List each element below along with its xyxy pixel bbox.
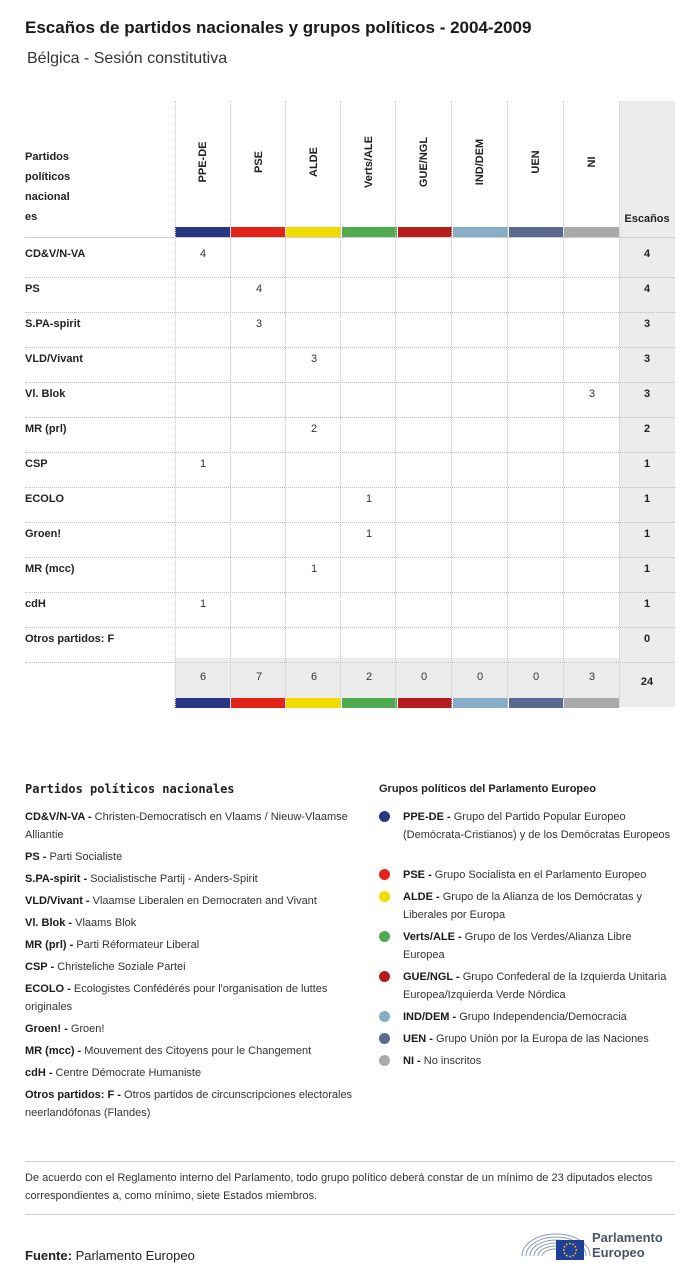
group-code: GUE/NGL	[418, 136, 430, 188]
group-color-swatch	[509, 698, 564, 708]
political-group-legend-item	[403, 888, 675, 924]
group-code: Verts/ALE	[363, 136, 375, 188]
source-line	[25, 1248, 195, 1263]
group-color-dot-icon	[379, 891, 390, 902]
national-party-legend-item	[25, 1042, 355, 1060]
party-name: cdH	[25, 598, 46, 610]
legend-description: Vlaamse Liberalen en Democraten and Vivant	[89, 895, 317, 907]
political-group-legend-item	[403, 808, 675, 844]
seats-column-header: Escaños	[624, 213, 670, 225]
seat-count-cell: 3	[310, 353, 318, 365]
group-color-swatch	[453, 227, 508, 237]
group-total: 7	[255, 671, 263, 683]
group-column-header	[396, 132, 452, 192]
group-code: UEN	[530, 150, 542, 174]
page-title: Escaños de partidos nacionales y grupos políticos - 2004-2009	[25, 18, 532, 37]
row-divider	[25, 382, 675, 383]
legend-description: Christen-Democratisch en Vlaams / Nieuw-Vlaamse Alliantie	[25, 811, 348, 841]
national-parties-legend-title: Partidos políticos nacionales	[25, 782, 235, 796]
party-total-seats: 0	[643, 633, 651, 645]
party-column-header	[25, 147, 95, 227]
group-code: ALDE	[308, 147, 320, 177]
political-group-legend-item	[403, 928, 675, 964]
legend-abbreviation: cdH -	[25, 1067, 53, 1079]
group-column-header	[175, 132, 231, 192]
group-color-swatch	[231, 698, 286, 708]
seat-count-cell: 1	[365, 493, 373, 505]
row-divider	[25, 487, 675, 488]
footnote: De acuerdo con el Reglamento interno del Parlamento, todo grupo político deberá constar de un mínimo de 23 diputados electos correspondientes a, como mínimo, siete Estados miembros.	[25, 1172, 653, 1202]
group-color-swatch	[398, 698, 453, 708]
seat-count-cell: 2	[310, 423, 318, 435]
party-name: Groen!	[25, 528, 62, 540]
seat-count-cell: 4	[255, 283, 263, 295]
group-code: NI	[586, 156, 598, 168]
legend-abbreviation: Vl. Blok -	[25, 917, 73, 929]
row-divider	[25, 417, 675, 418]
legend-abbreviation: PSE -	[403, 869, 432, 881]
party-name: CSP	[25, 458, 48, 470]
divider	[25, 1214, 675, 1215]
source-label: Fuente:	[25, 1248, 72, 1263]
party-name: VLD/Vivant	[25, 353, 83, 365]
logo-wordmark	[592, 1230, 663, 1260]
party-total-seats: 3	[643, 318, 651, 330]
legend-description: Groen!	[67, 1023, 105, 1035]
seat-count-cell: 1	[199, 458, 207, 470]
legend-description: Parti Socialiste	[46, 851, 123, 863]
legend-description: Grupo de los Verdes/Alianza Libre Europea	[403, 931, 632, 961]
party-name: PS	[25, 283, 40, 295]
group-total: 0	[532, 671, 540, 683]
national-party-legend-item	[25, 980, 355, 1016]
group-color-swatch	[453, 698, 508, 708]
legend-description: Grupo de la Alianza de los Demócratas y Liberales por Europa	[403, 891, 643, 921]
legend-description: Ecologistes Confédérés pour l'organisation de luttes originales	[25, 983, 328, 1013]
legend-abbreviation: VLD/Vivant -	[25, 895, 90, 907]
legend-description: Socialistische Partij - Anders-Spirit	[87, 873, 258, 885]
group-total: 6	[199, 671, 207, 683]
group-column-header	[231, 132, 287, 192]
seats-column-background	[619, 101, 675, 707]
row-divider	[25, 522, 675, 523]
legend-abbreviation: PPE-DE -	[403, 811, 451, 823]
group-total: 3	[588, 671, 596, 683]
legend-abbreviation: CD&V/N-VA -	[25, 811, 92, 823]
party-total-seats: 1	[643, 493, 651, 505]
political-group-legend-item	[403, 968, 675, 1004]
party-total-seats: 2	[643, 423, 651, 435]
party-total-seats: 3	[643, 353, 651, 365]
row-divider	[25, 312, 675, 313]
seat-count-cell: 1	[310, 563, 318, 575]
group-code: IND/DEM	[474, 138, 486, 186]
party-header-line: políticos	[25, 171, 71, 183]
group-color-swatch	[175, 698, 230, 708]
row-divider	[25, 592, 675, 593]
group-total: 6	[310, 671, 318, 683]
party-name: CD&V/N-VA	[25, 248, 86, 260]
seat-count-cell: 1	[199, 598, 207, 610]
national-party-legend-item	[25, 936, 355, 954]
legend-description: Grupo Independencia/Democracia	[456, 1011, 627, 1023]
legend-abbreviation: GUE/NGL -	[403, 971, 460, 983]
logo-line: Europeo	[592, 1245, 645, 1260]
legend-description: Christeliche Soziale Partei	[54, 961, 186, 973]
legend-description: Grupo Socialista en el Parlamento Europeo	[431, 869, 647, 881]
page-subtitle: Bélgica - Sesión constitutiva	[27, 50, 228, 67]
party-total-seats: 1	[643, 458, 651, 470]
party-header-line: nacional	[25, 191, 70, 203]
group-column-header	[341, 132, 397, 192]
group-column-header	[564, 132, 620, 192]
party-name: MR (prl)	[25, 423, 67, 435]
legend-description: Grupo del Partido Popular Europeo (Demócrata-Cristianos) y de los Demócratas Europeos	[403, 811, 671, 841]
national-party-legend-item	[25, 1020, 355, 1038]
legend-abbreviation: IND/DEM -	[403, 1011, 457, 1023]
row-divider	[25, 452, 675, 453]
party-name: ECOLO	[25, 493, 65, 505]
legend-abbreviation: S.PA-spirit -	[25, 873, 88, 885]
group-color-dot-icon	[379, 1033, 390, 1044]
legend-abbreviation: UEN -	[403, 1033, 433, 1045]
legend-abbreviation: Groen! -	[25, 1023, 68, 1035]
group-color-bar-bottom	[175, 698, 619, 708]
group-color-swatch	[564, 227, 619, 237]
legend-description: No inscritos	[420, 1055, 482, 1067]
group-color-dot-icon	[379, 1011, 390, 1022]
legend-abbreviation: PS -	[25, 851, 47, 863]
political-group-legend-item	[403, 1030, 675, 1048]
legend-abbreviation: MR (prl) -	[25, 939, 74, 951]
legend-abbreviation: ECOLO -	[25, 983, 71, 995]
group-code: PSE	[253, 150, 265, 174]
group-code: PPE-DE	[197, 141, 209, 183]
group-color-dot-icon	[379, 869, 390, 880]
group-total: 2	[365, 671, 373, 683]
party-total-seats: 4	[643, 248, 651, 260]
legend-description: Grupo Unión por la Europa de las Naciones	[432, 1033, 649, 1045]
political-groups-legend-title: Grupos políticos del Parlamento Europeo	[379, 783, 596, 795]
row-divider	[25, 662, 675, 663]
seat-count-cell: 3	[588, 388, 596, 400]
group-column-header	[452, 132, 508, 192]
group-color-swatch	[342, 227, 397, 237]
party-header-line: Partidos	[25, 151, 70, 163]
legend-abbreviation: CSP -	[25, 961, 55, 973]
row-divider	[25, 347, 675, 348]
legend-description: Centre Démocrate Humaniste	[52, 1067, 202, 1079]
legend-abbreviation: Verts/ALE -	[403, 931, 462, 943]
seat-count-cell: 4	[199, 248, 207, 260]
legend-abbreviation: MR (mcc) -	[25, 1045, 82, 1057]
group-total: 0	[476, 671, 484, 683]
national-party-legend-item	[25, 848, 355, 866]
grand-total-seats: 24	[640, 676, 654, 688]
group-color-swatch	[398, 227, 453, 237]
national-party-legend-item	[25, 870, 355, 888]
group-color-swatch	[286, 227, 341, 237]
political-group-legend-item	[403, 866, 675, 884]
party-total-seats: 1	[643, 598, 651, 610]
party-total-seats: 1	[643, 528, 651, 540]
political-group-legend-item	[403, 1008, 675, 1026]
party-name: Vl. Blok	[25, 388, 66, 400]
national-party-legend-item	[25, 808, 355, 844]
group-color-dot-icon	[379, 931, 390, 942]
national-party-legend-item	[25, 1086, 355, 1122]
party-name: MR (mcc)	[25, 563, 75, 575]
legend-description: Vlaams Blok	[72, 917, 137, 929]
group-color-swatch	[231, 227, 286, 237]
party-header-line: es	[25, 211, 38, 223]
national-party-legend-item	[25, 914, 355, 932]
national-party-legend-item	[25, 1064, 355, 1082]
group-color-swatch	[175, 227, 230, 237]
source-value: Parlamento Europeo	[71, 1248, 195, 1263]
political-group-legend-item	[403, 1052, 675, 1070]
legend-abbreviation: NI -	[403, 1055, 421, 1067]
legend-abbreviation: ALDE -	[403, 891, 440, 903]
logo-line: Parlamento	[592, 1230, 663, 1245]
seat-count-cell: 1	[365, 528, 373, 540]
seat-count-cell: 3	[255, 318, 263, 330]
group-color-dot-icon	[379, 811, 390, 822]
legend-description: Mouvement des Citoyens pour le Changement	[81, 1045, 312, 1057]
row-divider	[25, 277, 675, 278]
group-color-swatch	[342, 698, 397, 708]
group-color-swatch	[564, 698, 619, 708]
party-name: Otros partidos: F	[25, 633, 115, 645]
group-color-bar-top	[175, 227, 619, 237]
group-color-swatch	[286, 698, 341, 708]
legend-description: Otros partidos de circunscripciones electorales neerlandófonas (Flandes)	[25, 1089, 353, 1119]
divider	[25, 1161, 675, 1162]
party-total-seats: 3	[643, 388, 651, 400]
group-total: 0	[420, 671, 428, 683]
party-name: S.PA-spirit	[25, 318, 81, 330]
group-color-dot-icon	[379, 1055, 390, 1066]
header-divider	[25, 237, 675, 238]
legend-description: Grupo Confederal de la Izquierda Unitaria Europea/Izquierda Verde Nórdica	[403, 971, 667, 1001]
national-party-legend-item	[25, 892, 355, 910]
group-column-header	[286, 132, 342, 192]
row-divider	[25, 627, 675, 628]
row-divider	[25, 557, 675, 558]
legend-description: Parti Réformateur Liberal	[73, 939, 200, 951]
group-column-header	[508, 132, 564, 192]
group-color-swatch	[509, 227, 564, 237]
party-total-seats: 1	[643, 563, 651, 575]
legend-abbreviation: Otros partidos: F -	[25, 1089, 121, 1101]
party-total-seats: 4	[643, 283, 651, 295]
group-color-dot-icon	[379, 971, 390, 982]
national-party-legend-item	[25, 958, 355, 976]
